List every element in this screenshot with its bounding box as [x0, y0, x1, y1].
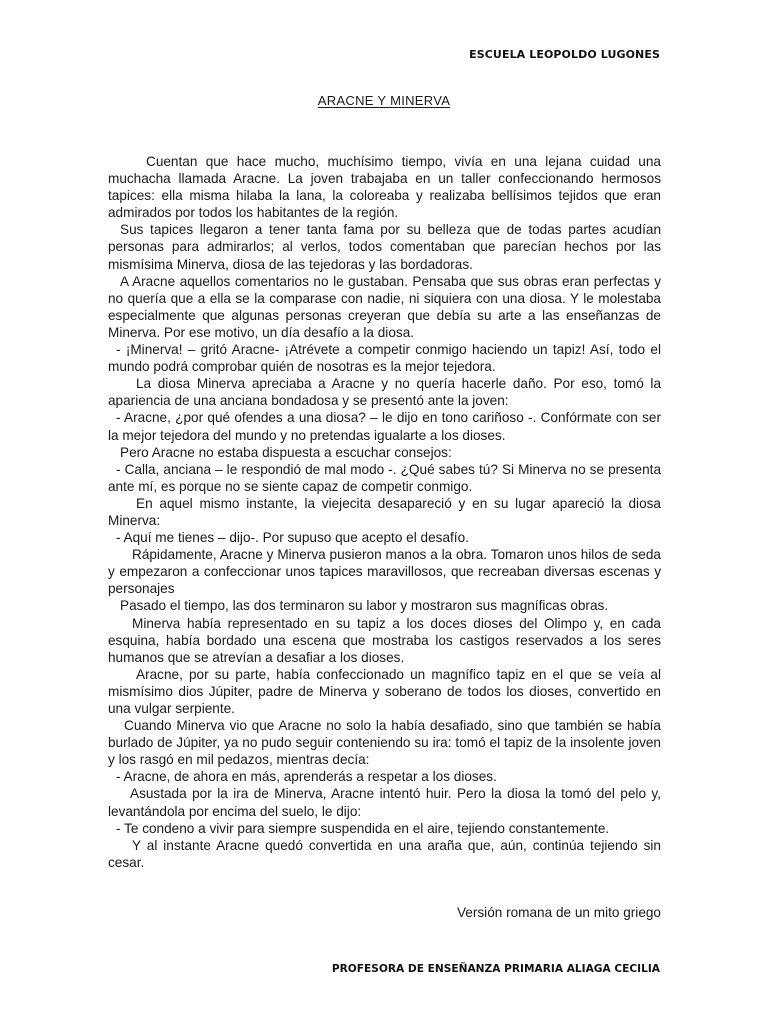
paragraph: Aracne, por su parte, había confeccionado un magnífico tapiz en el que se veía al mismísimo dios Júpiter, padre de Minerva y soberano de todos los dioses, convertido en una vulgar serpiente.	[108, 666, 661, 716]
paragraph: Cuentan que hace mucho, muchísimo tiempo, vivía en una lejana cuidad una muchacha llamada Aracne. La joven trabajaba en un taller confeccionando hermosos tapices: ella misma hilaba la lana, la coloreaba y realizaba bellísimos tejidos que eran admirados por todos los habitantes de la región.	[108, 154, 661, 221]
school-header: ESCUELA LEOPOLDO LUGONES	[469, 48, 660, 61]
paragraph: - Aracne, ¿por qué ofendes a una diosa? – le dijo en tono cariñoso -. Confórmate con ser la mejor tejedora del mundo y no pretendas igualarte a los dioses.	[108, 410, 661, 443]
paragraph: En aquel mismo instante, la viejecita desapareció y en su lugar apareció la diosa Minerva:	[108, 495, 661, 528]
teacher-footer: PROFESORA DE ENSEÑANZA PRIMARIA ALIAGA CECILIA	[331, 963, 660, 975]
paragraph: A Aracne aquellos comentarios no le gustaban. Pensaba que sus obras eran perfectas y no quería que a ella se la comparase con nadie, ni siquiera con una diosa. Y le molestaba especialmente que algunas personas creyeran que debía su arte a las enseñanzas de Minerva. Por ese motivo, un día desafío a la diosa.	[108, 273, 661, 340]
document-title	[0, 93, 768, 108]
paragraph: Rápidamente, Aracne y Minerva pusieron manos a la obra. Tomaron unos hilos de seda y empezaron a confeccionar unos tapices maravillosos, que recreaban diversas escenas y personajes	[108, 547, 661, 597]
title-text: ARACNE Y MINERVA	[317, 93, 451, 108]
paragraph: - ¡Minerva! – gritó Aracne- ¡Atrévete a competir conmigo haciendo un tapiz! Así, todo el mundo podrá comprobar quién de nosotras es la mejor tejedora.	[108, 342, 661, 375]
paragraph: - Aquí me tienes – dijo-. Por supuso que acepto el desafío.	[116, 530, 469, 546]
paragraph: - Aracne, de ahora en más, aprenderás a respetar a los dioses.	[116, 769, 497, 785]
paragraph: - Calla, anciana – le respondió de mal modo -. ¿Qué sabes tú? Si Minerva no se presenta ante mí, es porque no se siente capaz de competir conmigo.	[108, 461, 661, 494]
paragraph: Cuando Minerva vio que Aracne no solo la había desafiado, sino que también se había burlado de Júpiter, ya no pudo seguir conteniendo su ira: tomó el tapiz de la insolente joven y los rasgó en mil pedazos, mientras decía:	[108, 718, 661, 768]
paragraph: Asustada por la ira de Minerva, Aracne intentó huir. Pero la diosa la tomó del pelo y, levantándola por encima del suelo, le dijo:	[108, 786, 661, 819]
paragraph: Pero Aracne no estaba dispuesta a escuchar consejos:	[120, 444, 452, 460]
paragraph: Minerva había representado en su tapiz a los doces dioses del Olimpo y, en cada esquina, había bordado una escena que mostraba los castigos reservados a los seres humanos que se atrevían a desafiar a los dioses.	[108, 615, 661, 665]
paragraph: La diosa Minerva apreciaba a Aracne y no quería hacerle daño. Por eso, tomó la apariencia de una anciana bondadosa y se presentó ante la joven:	[108, 376, 661, 409]
paragraph: - Te condeno a vivir para siempre suspendida en el aire, tejiendo constantemente.	[116, 820, 610, 836]
story-body	[108, 153, 661, 871]
paragraph: Y al instante Aracne quedó convertida en una araña que, aún, continúa tejiendo sin cesar.	[108, 837, 661, 870]
paragraph: Sus tapices llegaron a tener tanta fama por su belleza que de todas partes acudían personas para admirarlos; al verlos, todos comentaban que parecían hechos por las mismísima Minerva, diosa de las tejedoras y las bordadoras.	[108, 222, 661, 272]
source-note: Versión romana de un mito griego	[456, 905, 661, 920]
paragraph: Pasado el tiempo, las dos terminaron su labor y mostraron sus magníficas obras.	[120, 598, 609, 614]
